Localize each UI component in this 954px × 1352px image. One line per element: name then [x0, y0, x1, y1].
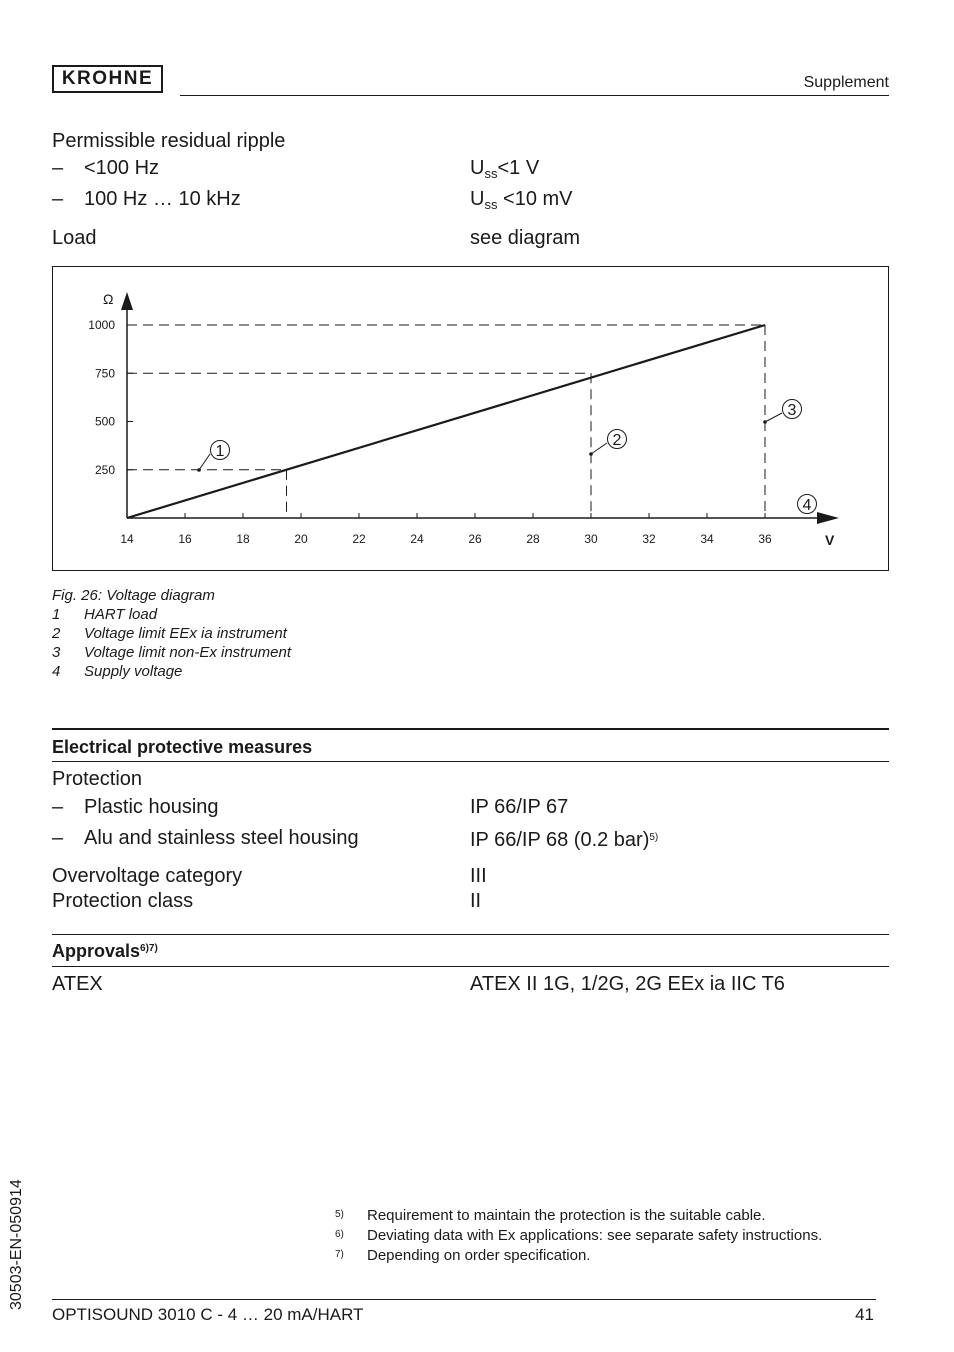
atex-value: ATEX II 1G, 1/2G, 2G EEx ia IIC T6	[470, 973, 785, 995]
x-tick-label: 22	[352, 532, 366, 546]
load-label: Load	[52, 227, 97, 249]
y-tick-label: 500	[94, 414, 115, 429]
protection-class-label: Protection class	[52, 890, 194, 912]
x-tick-label: 20	[294, 532, 308, 546]
footnote: 6) Deviating data with Ex applications: see separate safety instructions.	[335, 1227, 823, 1244]
page-number: 41	[855, 1305, 874, 1324]
ripple-title: Permissible residual ripple	[52, 130, 286, 152]
x-axis-label: V	[825, 532, 835, 548]
callout-number: 2	[612, 432, 622, 449]
callout-leader	[591, 443, 607, 454]
y-axis-arrow	[121, 292, 133, 310]
callout-leader	[199, 454, 210, 470]
caption-item: 1 HART load	[52, 606, 158, 623]
ripple-value-1: $U_{ss}<1$ V	[470, 157, 540, 181]
caption-item: 4 Supply voltage	[52, 663, 183, 680]
overvoltage-value: III	[470, 865, 487, 887]
x-tick-label: 28	[526, 532, 540, 546]
callout-number: 3	[787, 402, 797, 419]
y-tick-label: 750	[94, 366, 115, 381]
atex-label: ATEX	[52, 973, 103, 995]
y-tick-label: 250	[94, 462, 115, 477]
ripple-dash-2: –	[52, 188, 64, 210]
footer-product: OPTISOUND 3010 C - 4 … 20 mA/HART	[52, 1305, 364, 1324]
ripple-label-2: 100 Hz … 10 kHz	[84, 188, 241, 210]
x-tick-label: 14	[120, 532, 134, 546]
document-id: 30503-EN-050914	[8, 1179, 25, 1310]
load-line	[127, 325, 765, 518]
callout-number: 4	[802, 497, 812, 514]
protection-label-1: Plastic housing	[84, 796, 219, 818]
ripple-label-1: <100 Hz	[84, 157, 160, 179]
section-rule-top	[52, 728, 889, 730]
x-tick-label: 24	[410, 532, 424, 546]
protection-value-1: IP 66/IP 67	[470, 796, 569, 818]
ripple-value-2: $U_{ss} <10$ mV	[470, 188, 573, 212]
electrical-section-title: Electrical protective measures	[52, 737, 313, 757]
protection-value-2: IP 66/IP 68 (0.2 bar)$^{5)}$	[470, 829, 659, 851]
load-value: see diagram	[470, 227, 581, 249]
protection-class-value: II	[470, 890, 482, 912]
section-rule-bottom	[52, 761, 889, 762]
approvals-title: Approvals$^{6)7)}$	[52, 941, 158, 961]
krohne-logo: KROHNE	[52, 65, 163, 93]
x-axis-arrow	[817, 512, 839, 524]
x-tick-label: 34	[700, 532, 714, 546]
y-tick-label: 1000	[88, 318, 115, 332]
x-tick-label: 26	[468, 532, 482, 546]
callout-point	[197, 468, 201, 472]
header-rule	[180, 95, 889, 96]
callout-number: 1	[215, 443, 225, 460]
header-section: Supplement	[803, 74, 889, 91]
callout-leader	[765, 413, 782, 422]
approvals-rule-top	[52, 934, 889, 935]
x-tick-label: 30	[584, 532, 598, 546]
overvoltage-label: Overvoltage category	[52, 865, 243, 887]
x-tick-label: 18	[236, 532, 250, 546]
voltage-diagram	[52, 266, 889, 571]
x-tick-label: 32	[642, 532, 656, 546]
approvals-rule-bottom	[52, 966, 889, 967]
x-tick-label: 16	[178, 532, 192, 546]
protection-dash-1: –	[52, 796, 64, 818]
protection-dash-2: –	[52, 827, 64, 849]
footnote: 5) Requirement to maintain the protection is the suitable cable.	[335, 1207, 766, 1224]
callout-point	[763, 420, 767, 424]
caption-item: 3 Voltage limit non-Ex instrument	[52, 644, 292, 661]
figure-caption: Fig. 26: Voltage diagram	[52, 587, 215, 604]
footer-rule	[52, 1299, 876, 1300]
callout-point	[589, 452, 593, 456]
protection-label-2: Alu and stainless steel housing	[84, 827, 359, 849]
x-tick-label: 36	[758, 532, 772, 546]
caption-item: 2 Voltage limit EEx ia instrument	[52, 625, 287, 642]
y-axis-label: Ω	[103, 291, 114, 307]
ripple-dash-1: –	[52, 157, 64, 179]
footnote: 7) Depending on order specification.	[335, 1247, 591, 1264]
protection-label: Protection	[52, 768, 143, 790]
